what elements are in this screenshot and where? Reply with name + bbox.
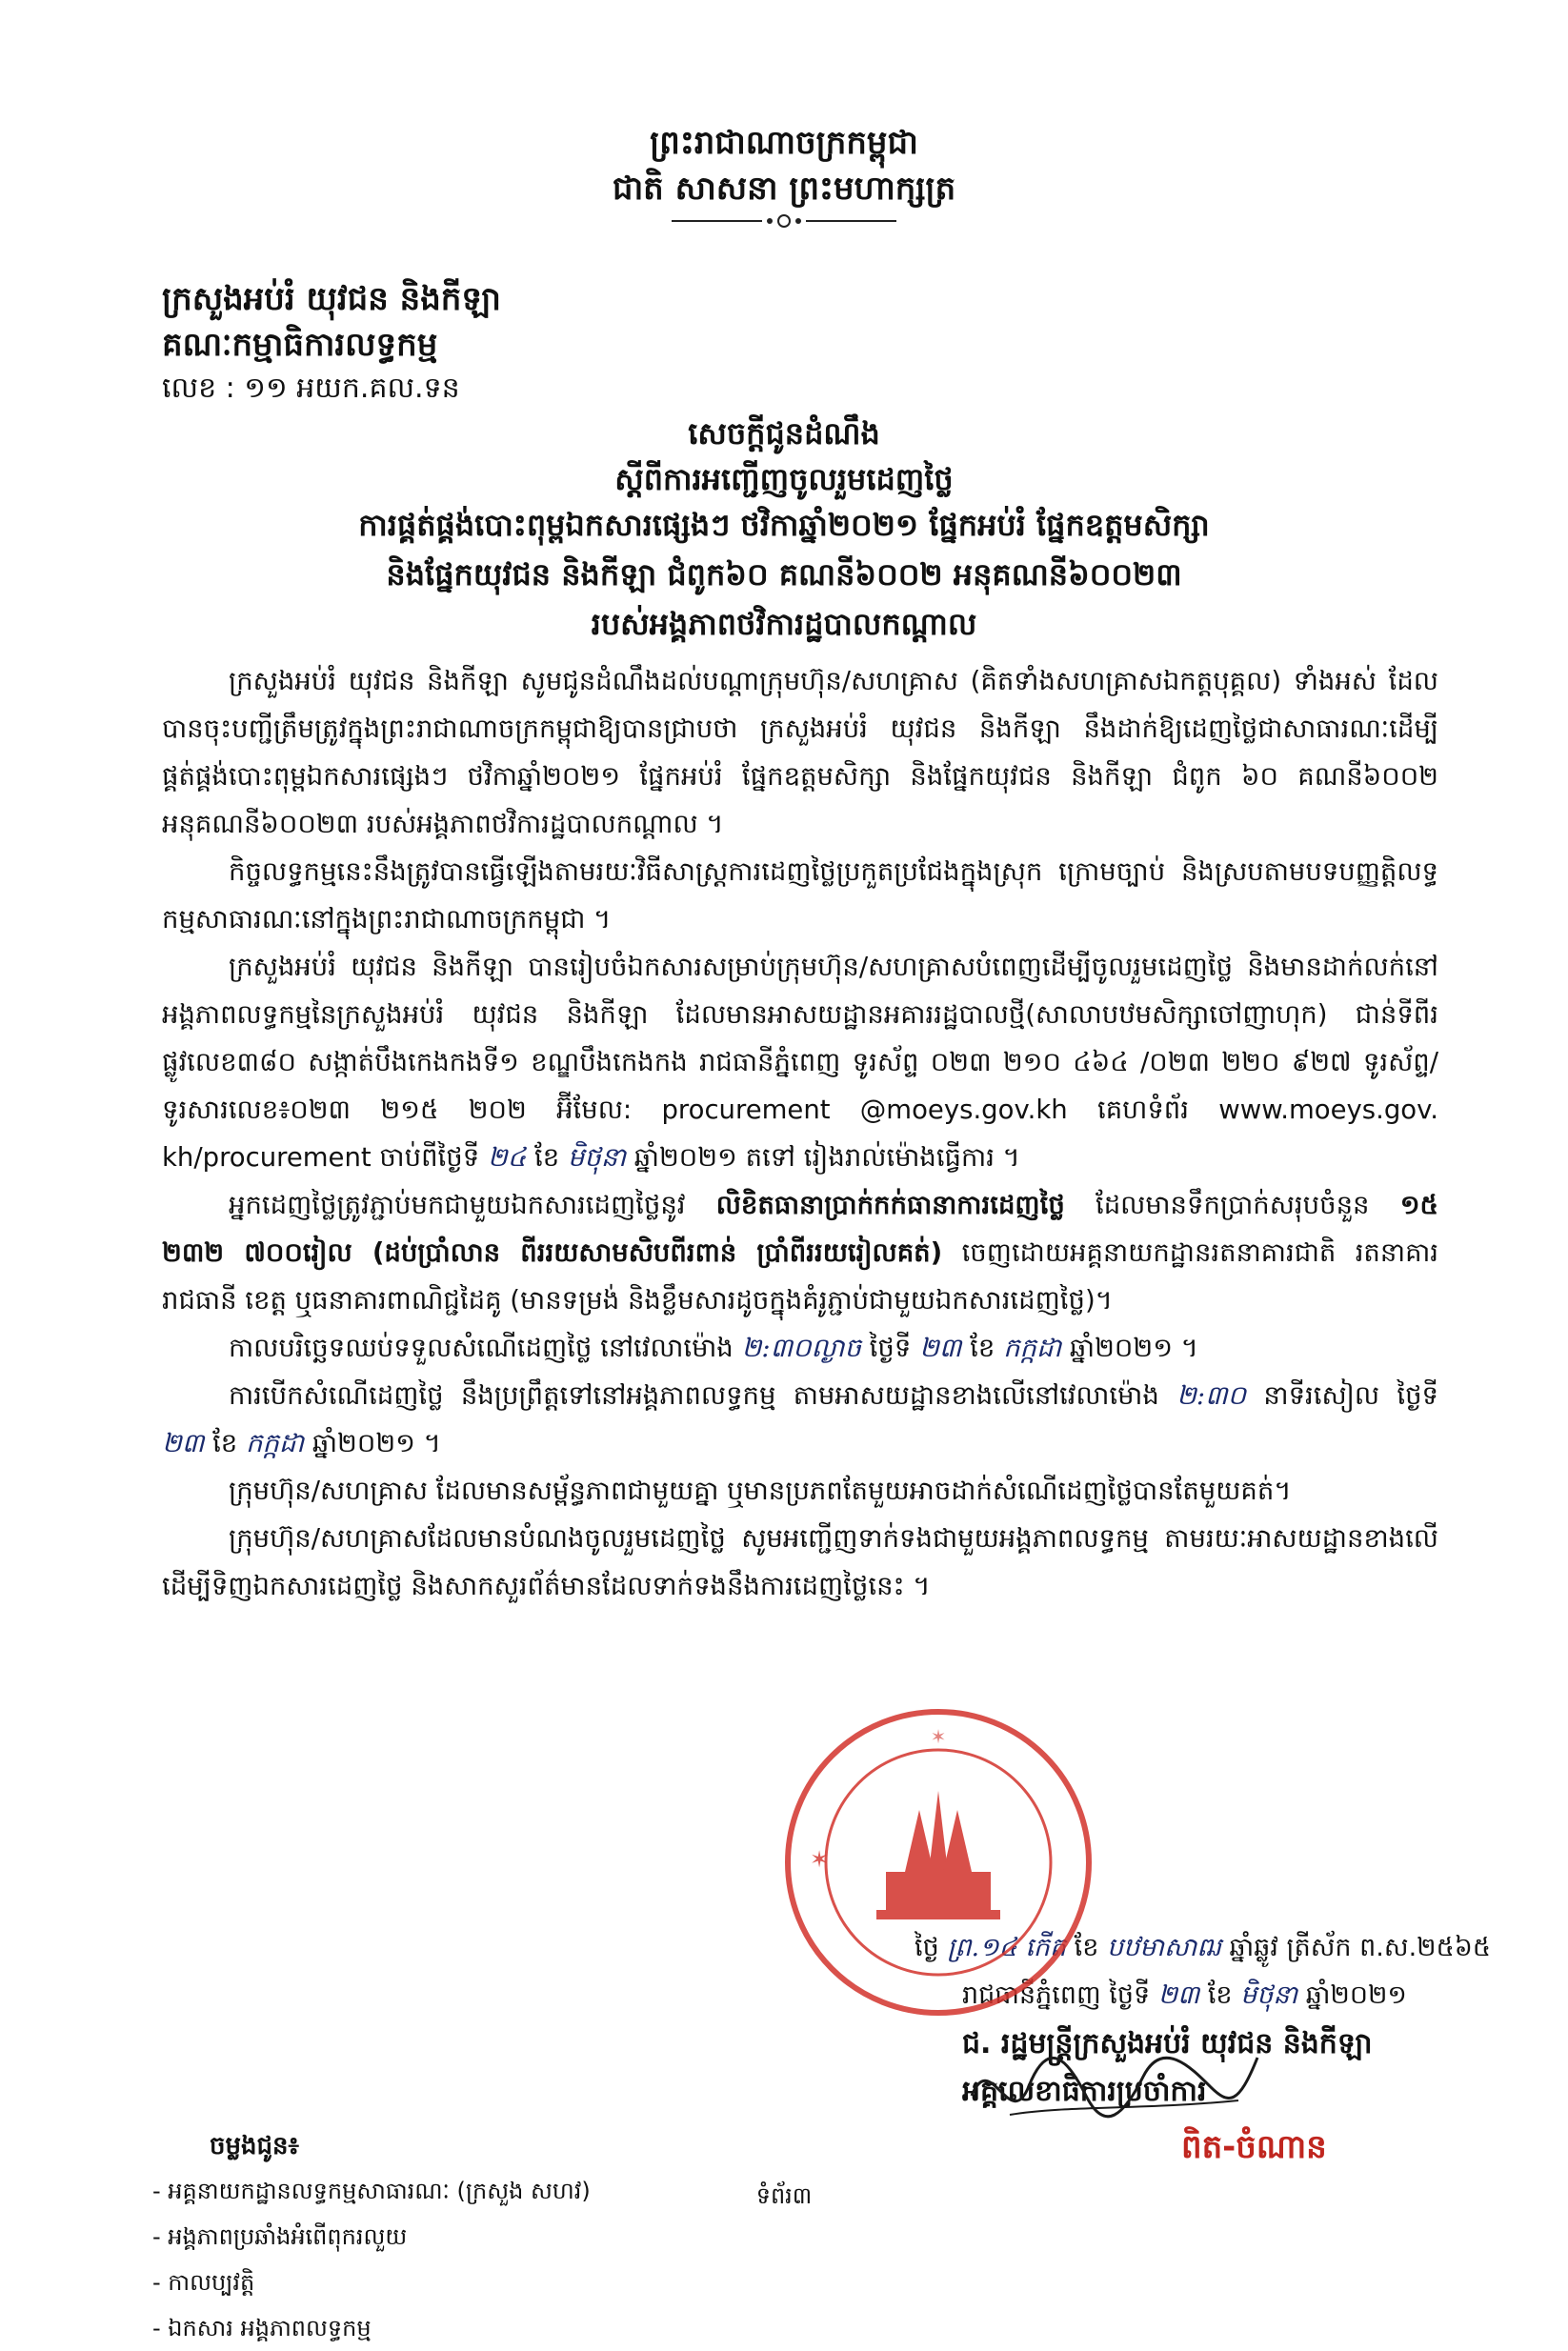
paragraph-2: កិច្ចលទ្ធកម្មនេះនឹងត្រូវបានធ្វើឡើងតាមរយៈវិធីសាស្ត្រការដេញថ្លៃប្រកួតប្រជែងក្នុងស្រុក ក្រោមច្បាប់ និងស្របតាមបទបញ្ញត្តិលទ្ធកម្មសាធារណៈនៅក្នុងព្រះរាជាណាចក្រកម្ពុជា ។ xyxy=(162,856,1438,934)
reference-number: លេខ : ១១ អយក.គល.ទន xyxy=(162,372,460,405)
handwritten-solar-month: មិថុនា xyxy=(1240,1980,1298,2010)
list-item: - ឯកសារ អង្គភាពលទ្ធកម្ម xyxy=(152,2305,591,2351)
official-seal xyxy=(781,1705,1096,2019)
handwritten-lunar-day: ព្រ.១៤ កើត xyxy=(947,1933,1067,1962)
paragraph-3 xyxy=(162,943,1438,1181)
paragraph-4-text: អ្នកដេញថ្លៃត្រូវភ្ជាប់មកជាមួយឯកសារដេញថ្លៃនូវ xyxy=(229,1190,686,1220)
month-label: ខែ xyxy=(212,1428,238,1458)
year: ឆ្នាំ២០២១ ។ xyxy=(312,1428,441,1458)
signatory-name: ពិត-ចំណាន xyxy=(1181,2128,1327,2166)
handwritten-opening-month: កក្កដា xyxy=(246,1428,305,1458)
list-item: - អង្គភាពប្រឆាំងអំពើពុករលួយ xyxy=(152,2214,591,2260)
ornament-divider xyxy=(667,211,901,231)
svg-text:✶: ✶ xyxy=(930,1725,947,1748)
month-label: ខែ xyxy=(970,1333,995,1363)
notice-subject-line-2: ការផ្គត់ផ្គង់បោះពុម្ពឯកសារផ្សេងៗ ថវិកាឆ្នាំ២០២១ ផ្នែកអប់រំ ផ្នែកឧត្តមសិក្សា xyxy=(358,507,1210,543)
paragraph-3-tail: តទៅ រៀងរាល់ម៉ោងធ្វើការ ។ xyxy=(745,1142,1020,1173)
kingdom-header: ព្រះរាជាណាចក្រកម្ពុជា xyxy=(650,124,918,162)
year: ឆ្នាំ២០២១ ។ xyxy=(1069,1333,1198,1363)
committee-name: គណៈកម្មាធិការលទ្ធកម្ម xyxy=(162,326,438,364)
national-motto: ជាតិ សាសនា ព្រះមហាក្សត្រ xyxy=(612,170,956,208)
ministry-name: ក្រសួងអប់រំ យុវជន និងកីឡា xyxy=(162,280,501,318)
handwritten-month: មិថុនា xyxy=(567,1142,627,1173)
paragraph-6 xyxy=(162,1372,1438,1467)
paragraph-8: ក្រុមហ៊ុន/សហគ្រាសដែលមានបំណងចូលរួមដេញថ្លៃ សូមអញ្ជើញទាក់ទងជាមួយអង្គភាពលទ្ធកម្ម តាមរយៈអាសយដ្ឋានខាងលើ ដើម្បីទិញឯកសារដេញថ្លៃ និងសាកសួរព័ត៌មានដែលទាក់ទងនឹងការដេញថ្លៃនេះ ។ xyxy=(162,1523,1438,1601)
handwritten-lunar-month: បឋមាសាឍ xyxy=(1106,1933,1221,1962)
signatory-title-1: ជ. រដ្ឋមន្ត្រីក្រសួងអប់រំ យុវជន និងកីឡា xyxy=(962,2027,1373,2060)
page-number: ទំព័រ៣ xyxy=(755,2182,813,2209)
handwritten-opening-time: ២:៣០ xyxy=(1176,1380,1247,1411)
deadline-text: កាលបរិច្ឆេទឈប់ទទួលសំណើដេញថ្លៃ នៅវេលាម៉ោង xyxy=(229,1333,734,1363)
handwritten-deadline-month: កក្កដា xyxy=(1003,1333,1062,1363)
solar-date-prefix: រាជធានីភ្នំពេញ ថ្ងៃទី xyxy=(962,1980,1151,2010)
paragraph-5 xyxy=(162,1324,1438,1372)
month-label: ខែ xyxy=(533,1142,560,1173)
month-label: ខែ xyxy=(1074,1933,1099,1962)
handwritten-day: ២៤ xyxy=(487,1142,527,1173)
paragraph-4 xyxy=(162,1181,1438,1324)
notice-title: សេចក្តីជូនដំណឹង xyxy=(688,415,880,452)
paragraph-7: ក្រុមហ៊ុន/សហគ្រាស ដែលមានសម្ព័ន្ធភាពជាមួយគ្នា ឬមានប្រភពតែមួយអាចដាក់សំណើដេញថ្លៃបានតែមួយគត់។ xyxy=(229,1476,1292,1506)
signatory-title-2: អគ្គលេខាធិការប្រចាំការ xyxy=(962,2075,1207,2108)
lunar-date-prefix: ថ្ងៃ xyxy=(915,1933,939,1962)
year: ឆ្នាំ២០២១ xyxy=(633,1142,737,1173)
paragraph-3-text: ក្រសួងអប់រំ យុវជន និងកីឡា បានរៀបចំឯកសារសម្រាប់ក្រុមហ៊ុន/សហគ្រាសបំពេញដើម្បីចូលរួមដេញថ្លៃ និងមានដាក់លក់នៅអង្គភាពលទ្ធកម្មនៃក្រសួងអប់រំ យុវជន និងកីឡា ដែលមានអាសយដ្ឋានអគាររដ្ឋបាលថ្មី(សាលាបឋមសិក្សាចៅញាហុក) ជាន់ទីពីរ ផ្លូវលេខ៣៨០ សង្កាត់បឹងកេងកងទី១ ខណ្ឌបឹងកេងកង រាជធានីភ្នំពេញ ទូរស័ព្ទ ០២៣ ២១០ ៤៦៤ /០២៣ ២២០ ៩២៧ ទូរស័ព្ទ/ទូរសារលេខ៖០២៣ ២១៥ ២០២ អ៊ីមែល: procurement @moeys.gov.kh គេហទំព័រ www.moeys.gov. kh/procurement ចាប់ពីថ្ងៃទី xyxy=(162,952,1438,1173)
bid-security-amount: ១៥ ២៣២ ៧០០រៀល (ដប់ប្រាំលាន ពីររយសាមសិបពីរពាន់ ប្រាំពីររយរៀលគត់) xyxy=(162,1190,1439,1268)
handwritten-deadline-time: ២:៣០ល្ងាច xyxy=(741,1333,861,1363)
notice-subject-line-1: ស្តីពីការអញ្ជើញចូលរួមដេញថ្លៃ xyxy=(614,461,954,497)
handwritten-solar-day: ២៣ xyxy=(1157,1980,1200,2010)
solar-year: ឆ្នាំ២០២១ xyxy=(1305,1980,1407,2010)
notice-body xyxy=(162,657,1438,1610)
notice-subject-line-4: របស់អង្គភាពថវិការដ្ឋបាលកណ្តាល xyxy=(591,606,977,642)
paragraph-4-text-2: ដែលមានទឹកប្រាក់សរុបចំនួន xyxy=(1096,1190,1370,1220)
month-label: ខែ xyxy=(1207,1980,1233,2010)
day-label: ថ្ងៃទី xyxy=(869,1333,912,1363)
paragraph-1: ក្រសួងអប់រំ យុវជន និងកីឡា សូមជូនដំណឹងដល់បណ្តាក្រុមហ៊ុន/សហគ្រាស (គិតទាំងសហគ្រាសឯកត្តបុគ្គល) ទាំងអស់ ដែលបានចុះបញ្ជីត្រឹមត្រូវក្នុងព្រះរាជាណាចក្រកម្ពុជាឱ្យបានជ្រាបថា ក្រសួងអប់រំ យុវជន និងកីឡា នឹងដាក់ឱ្យដេញថ្លៃជាសាធារណៈដើម្បីផ្គត់ផ្គង់បោះពុម្ពឯកសារផ្សេងៗ ថវិកាឆ្នាំ២០២១ ផ្នែកអប់រំ ផ្នែកឧត្តមសិក្សា និងផ្នែកយុវជន និងកីឡា ជំពូក ៦០ គណនី៦០០២ អនុគណនី៦០០២៣ របស់អង្គភាពថវិការដ្ឋបាលកណ្តាល ។ xyxy=(162,666,1438,839)
list-item: - អគ្គនាយកដ្ឋានលទ្ធកម្មសាធារណៈ (ក្រសួង សហវ) xyxy=(152,2168,591,2214)
paragraph-4-text-3: ចេញដោយអគ្គនាយកដ្ឋានរតនាគារជាតិ រតនាគាររាជធានី ខេត្ត ឬធនាគារពាណិជ្ជដៃគូ (មានទម្រង់ និងខ្លឹមសារដូចក្នុងគំរូភ្ជាប់ជាមួយឯកសារដេញថ្លៃ)។ xyxy=(162,1237,1438,1316)
handwritten-deadline-day: ២៣ xyxy=(919,1333,962,1363)
copies-heading: ចម្លងជូន៖ xyxy=(210,2132,299,2160)
notice-subject-line-3: និងផ្នែកយុវជន និងកីឡា ជំពូក៦០ គណនី៦០០២ អនុគណនី៦០០២៣ xyxy=(386,556,1182,593)
opening-day-label: នាទីរសៀល ថ្ងៃទី xyxy=(1263,1380,1438,1411)
lunar-year: ឆ្នាំឆ្លូវ ត្រីស័ក ព.ស.២៥៦៥ xyxy=(1229,1933,1491,1962)
svg-text:✶: ✶ xyxy=(810,1846,830,1873)
bid-security-label: លិខិតធានាប្រាក់កក់ធានាការដេញថ្លៃ xyxy=(715,1190,1065,1220)
handwritten-opening-day: ២៣ xyxy=(162,1428,205,1458)
list-item: - កាលប្បវត្តិ xyxy=(152,2260,591,2305)
opening-text: ការបើកសំណើដេញថ្លៃ នឹងប្រព្រឹត្តទៅនៅអង្គភាពលទ្ធកម្ម តាមអាសយដ្ឋានខាងលើនៅវេលាម៉ោង xyxy=(229,1380,1159,1411)
